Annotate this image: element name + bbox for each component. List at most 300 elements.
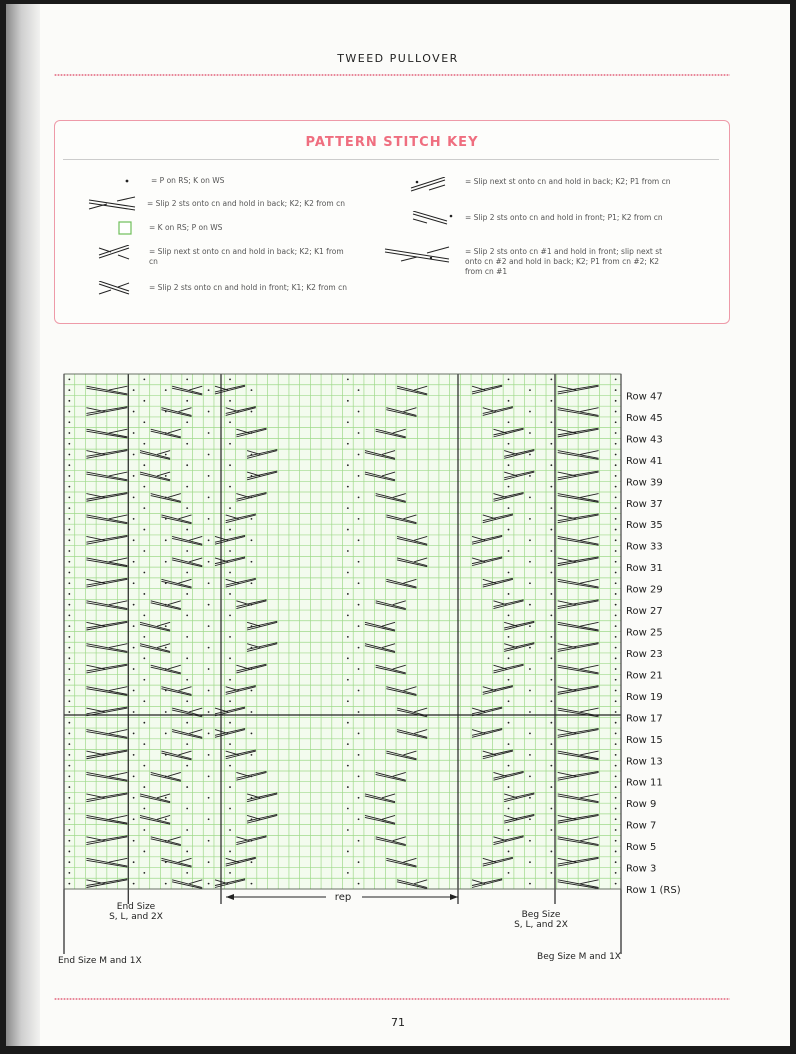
purl-dot <box>68 679 70 681</box>
purl-dot <box>615 711 617 713</box>
purl-dot <box>68 786 70 788</box>
purl-dot <box>615 647 617 649</box>
purl-dot <box>529 647 531 649</box>
rep-label: rep <box>334 892 352 903</box>
purl-dot <box>358 475 360 477</box>
purl-dot <box>615 486 617 488</box>
purl-dot <box>529 840 531 842</box>
purl-dot <box>229 421 231 423</box>
purl-dot <box>358 496 360 498</box>
purl-dot <box>133 733 135 735</box>
row-label: Row 3 <box>626 863 657 875</box>
purl-dot <box>68 486 70 488</box>
row-label: Row 5 <box>626 842 657 854</box>
purl-dot <box>165 561 167 563</box>
purl-dot <box>229 486 231 488</box>
purl-dot <box>68 615 70 617</box>
purl-dot <box>229 722 231 724</box>
row-label: Row 15 <box>626 734 663 746</box>
purl-dot <box>68 851 70 853</box>
purl-dot <box>133 668 135 670</box>
purl-dot <box>143 743 145 745</box>
purl-dot <box>143 593 145 595</box>
purl-dot <box>186 529 188 531</box>
purl-dot <box>529 604 531 606</box>
purl-dot <box>186 679 188 681</box>
purl-dot <box>615 400 617 402</box>
purl-dot <box>133 389 135 391</box>
purl-dot <box>550 550 552 552</box>
purl-dot <box>165 539 167 541</box>
purl-dot <box>68 722 70 724</box>
purl-dot <box>208 883 210 885</box>
purl-dot <box>550 464 552 466</box>
purl-dot <box>358 711 360 713</box>
purl-dot <box>550 872 552 874</box>
purl-dot <box>615 657 617 659</box>
purl-dot <box>229 743 231 745</box>
purl-dot <box>229 872 231 874</box>
purl-dot <box>358 518 360 520</box>
purl-dot <box>133 797 135 799</box>
purl-dot <box>615 507 617 509</box>
purl-dot <box>186 378 188 380</box>
purl-dot <box>68 400 70 402</box>
purl-dot <box>550 765 552 767</box>
purl-dot <box>615 636 617 638</box>
purl-dot <box>615 464 617 466</box>
purl-dot <box>229 593 231 595</box>
purl-dot <box>347 421 349 423</box>
purl-dot <box>208 411 210 413</box>
purl-dot <box>347 486 349 488</box>
purl-dot <box>229 851 231 853</box>
purl-dot <box>529 496 531 498</box>
purl-dot <box>186 851 188 853</box>
purl-dot <box>68 464 70 466</box>
purl-dot <box>68 507 70 509</box>
purl-dot <box>251 561 253 563</box>
purl-dot <box>347 851 349 853</box>
purl-dot <box>615 615 617 617</box>
row-label: Row 47 <box>626 391 663 403</box>
purl-dot <box>208 690 210 692</box>
purl-dot <box>358 818 360 820</box>
purl-dot <box>68 443 70 445</box>
key-item-text: = Slip 2 sts onto cn and hold in back; K2; K2 from cn <box>147 199 345 208</box>
row-label: Row 31 <box>626 563 663 575</box>
purl-dot <box>133 840 135 842</box>
purl-dot <box>508 615 510 617</box>
purl-dot <box>229 765 231 767</box>
purl-dot <box>68 636 70 638</box>
key-item-text: = Slip next st onto cn and hold in back; K2; K1 from cn <box>149 247 344 266</box>
purl-dot <box>68 808 70 810</box>
purl-dot <box>208 668 210 670</box>
purl-dot <box>347 464 349 466</box>
purl-dot <box>68 561 70 563</box>
purl-dot <box>165 647 167 649</box>
purl-dot <box>550 636 552 638</box>
purl-dot <box>358 775 360 777</box>
purl-dot <box>529 475 531 477</box>
purl-dot <box>529 733 531 735</box>
purl-dot <box>186 486 188 488</box>
purl-dot <box>615 786 617 788</box>
purl-dot <box>68 754 70 756</box>
purl-dot <box>550 615 552 617</box>
purl-dot <box>358 389 360 391</box>
purl-dot <box>143 829 145 831</box>
purl-dot <box>550 851 552 853</box>
purl-dot <box>68 475 70 477</box>
purl-dot <box>347 765 349 767</box>
purl-dot <box>615 797 617 799</box>
purl-dot <box>133 604 135 606</box>
purl-dot <box>229 657 231 659</box>
purl-dot <box>229 464 231 466</box>
purl-dot <box>186 636 188 638</box>
row-label: Row 19 <box>626 691 663 703</box>
purl-dot <box>251 883 253 885</box>
purl-dot <box>550 657 552 659</box>
purl-dot <box>186 829 188 831</box>
row-label: Row 35 <box>626 520 663 532</box>
purl-dot <box>508 786 510 788</box>
purl-dot <box>529 690 531 692</box>
purl-dot <box>529 668 531 670</box>
purl-dot <box>68 883 70 885</box>
purl-dot <box>615 604 617 606</box>
purl-dot <box>133 861 135 863</box>
purl-dot <box>143 486 145 488</box>
purl-dot <box>68 411 70 413</box>
purl-dot <box>143 765 145 767</box>
purl-dot <box>358 733 360 735</box>
purl-dot <box>165 711 167 713</box>
purl-dot <box>143 636 145 638</box>
purl-dot <box>133 454 135 456</box>
purl-dot <box>251 389 253 391</box>
purl-dot <box>165 475 167 477</box>
purl-dot <box>508 443 510 445</box>
key-item-text: = Slip 2 sts onto cn and hold in front; P1; K2 from cn <box>465 213 663 222</box>
row-label: Row 25 <box>626 627 663 639</box>
purl-dot <box>208 604 210 606</box>
purl-dot <box>133 539 135 541</box>
purl-dot <box>347 700 349 702</box>
purl-dot <box>208 775 210 777</box>
row-label: Row 9 <box>626 799 657 811</box>
purl-dot <box>508 657 510 659</box>
purl-dot <box>68 700 70 702</box>
purl-dot <box>550 400 552 402</box>
purl-dot <box>208 432 210 434</box>
purl-dot <box>143 550 145 552</box>
purl-dot <box>347 378 349 380</box>
rep-arrow <box>226 892 458 903</box>
purl-dot <box>208 797 210 799</box>
purl-dot <box>143 851 145 853</box>
purl-dot <box>347 636 349 638</box>
purl-dot <box>229 529 231 531</box>
purl-dot <box>358 604 360 606</box>
purl-dot <box>143 529 145 531</box>
purl-dot <box>550 743 552 745</box>
purl-dot <box>615 432 617 434</box>
purl-dot <box>550 593 552 595</box>
purl-dot <box>208 754 210 756</box>
purl-dot <box>229 507 231 509</box>
key-item-text: = Slip 2 sts onto cn and hold in front; K1; K2 from cn <box>149 283 347 292</box>
purl-dot <box>615 518 617 520</box>
row-label: Row 23 <box>626 648 663 660</box>
purl-dot <box>229 572 231 574</box>
purl-dot <box>615 754 617 756</box>
purl-dot <box>165 625 167 627</box>
purl-dot <box>615 851 617 853</box>
purl-dot <box>550 507 552 509</box>
purl-dot <box>358 797 360 799</box>
purl-dot <box>615 883 617 885</box>
purl-dot <box>165 883 167 885</box>
purl-dot <box>529 861 531 863</box>
purl-dot <box>186 550 188 552</box>
purl-dot <box>529 389 531 391</box>
purl-dot <box>186 464 188 466</box>
purl-dot <box>508 808 510 810</box>
page-number: 71 <box>391 1016 405 1029</box>
purl-dot <box>508 679 510 681</box>
purl-dot <box>251 690 253 692</box>
purl-dot <box>615 765 617 767</box>
purl-dot <box>208 861 210 863</box>
purl-dot <box>615 818 617 820</box>
purl-dot <box>550 421 552 423</box>
purl-dot <box>529 561 531 563</box>
purl-dot <box>508 529 510 531</box>
purl-dot <box>550 572 552 574</box>
purl-dot <box>133 690 135 692</box>
purl-dot <box>358 647 360 649</box>
purl-dot <box>347 593 349 595</box>
purl-dot <box>143 808 145 810</box>
row-label: Row 13 <box>626 756 663 768</box>
purl-dot <box>133 432 135 434</box>
purl-dot <box>68 733 70 735</box>
purl-dot <box>165 733 167 735</box>
purl-dot <box>358 454 360 456</box>
purl-dot <box>550 679 552 681</box>
purl-dot <box>143 507 145 509</box>
purl-dot <box>615 561 617 563</box>
purl-dot <box>529 411 531 413</box>
purl-dot <box>508 486 510 488</box>
purl-dot <box>186 572 188 574</box>
purl-dot <box>133 818 135 820</box>
purl-dot <box>347 808 349 810</box>
purl-dot <box>615 668 617 670</box>
purl-dot <box>143 657 145 659</box>
purl-dot <box>508 572 510 574</box>
purl-dot <box>615 722 617 724</box>
purl-dot <box>68 872 70 874</box>
purl-dot <box>615 840 617 842</box>
purl-dot <box>133 754 135 756</box>
purl-dot <box>143 400 145 402</box>
row-label: Row 7 <box>626 820 657 832</box>
purl-dot <box>615 690 617 692</box>
purl-dot <box>68 861 70 863</box>
purl-dot <box>133 518 135 520</box>
purl-dot <box>358 582 360 584</box>
beg-size-medium-label: Beg Size M and 1X <box>537 952 621 962</box>
purl-dot <box>347 786 349 788</box>
purl-dot <box>251 411 253 413</box>
purl-dot <box>615 829 617 831</box>
purl-dot <box>615 679 617 681</box>
row-label: Row 11 <box>626 777 663 789</box>
purl-dot <box>358 432 360 434</box>
purl-dot <box>358 861 360 863</box>
purl-dot <box>68 593 70 595</box>
purl-dot <box>347 679 349 681</box>
purl-dot <box>529 539 531 541</box>
purl-dot <box>186 400 188 402</box>
purl-dot <box>208 840 210 842</box>
purl-dot <box>68 668 70 670</box>
purl-dot <box>508 743 510 745</box>
purl-dot <box>68 743 70 745</box>
purl-dot <box>186 722 188 724</box>
purl-dot <box>229 808 231 810</box>
purl-dot <box>229 700 231 702</box>
purl-dot <box>68 518 70 520</box>
purl-dot <box>186 421 188 423</box>
purl-dot <box>347 507 349 509</box>
purl-dot <box>229 786 231 788</box>
row-label: Row 33 <box>626 541 663 553</box>
chart-row-labels <box>626 391 681 896</box>
purl-dot <box>133 582 135 584</box>
purl-dot <box>529 711 531 713</box>
purl-dot <box>133 625 135 627</box>
purl-dot <box>615 700 617 702</box>
purl-dot <box>508 722 510 724</box>
purl-dot <box>143 464 145 466</box>
row-label: Row 27 <box>626 606 663 618</box>
purl-dot <box>358 668 360 670</box>
purl-dot <box>251 733 253 735</box>
purl-dot <box>133 561 135 563</box>
purl-dot <box>133 475 135 477</box>
purl-dot <box>508 507 510 509</box>
purl-dot <box>143 700 145 702</box>
purl-dot <box>508 550 510 552</box>
purl-dot <box>68 657 70 659</box>
purl-dot <box>229 443 231 445</box>
purl-dot <box>165 389 167 391</box>
purl-dot <box>347 400 349 402</box>
purl-dot <box>615 421 617 423</box>
purl-dot <box>68 389 70 391</box>
purl-dot <box>68 572 70 574</box>
purl-dot <box>208 561 210 563</box>
purl-dot <box>186 593 188 595</box>
purl-dot <box>208 818 210 820</box>
row-label: Row 39 <box>626 477 663 489</box>
purl-dot <box>68 840 70 842</box>
purl-dot <box>347 743 349 745</box>
purl-dot <box>615 625 617 627</box>
purl-dot <box>68 529 70 531</box>
purl-dot <box>615 572 617 574</box>
purl-dot <box>186 786 188 788</box>
purl-dot <box>615 582 617 584</box>
purl-dot <box>68 829 70 831</box>
purl-dot <box>615 411 617 413</box>
purl-dot <box>508 851 510 853</box>
purl-dot <box>229 550 231 552</box>
purl-dot <box>143 872 145 874</box>
purl-dot <box>68 582 70 584</box>
page-header-title: TWEED PULLOVER <box>337 52 459 65</box>
purl-dot <box>165 818 167 820</box>
purl-dot <box>208 389 210 391</box>
row-label: Row 1 (RS) <box>626 885 681 896</box>
purl-dot <box>143 615 145 617</box>
purl-dot <box>68 539 70 541</box>
purl-dot <box>143 786 145 788</box>
purl-dot <box>208 475 210 477</box>
purl-dot <box>529 454 531 456</box>
end-size-small-label: End Size S, L, and 2X <box>109 902 163 922</box>
purl-dot <box>358 539 360 541</box>
purl-dot <box>550 443 552 445</box>
purl-dot <box>186 872 188 874</box>
purl-dot <box>229 378 231 380</box>
purl-dot <box>186 507 188 509</box>
row-label: Row 37 <box>626 498 663 510</box>
purl-dot <box>208 454 210 456</box>
purl-dot <box>208 582 210 584</box>
purl-dot <box>550 378 552 380</box>
purl-dot <box>615 775 617 777</box>
purl-dot <box>251 518 253 520</box>
purl-dot <box>550 786 552 788</box>
end-size-medium-label: End Size M and 1X <box>58 956 142 966</box>
purl-dot <box>208 496 210 498</box>
purl-dot <box>229 829 231 831</box>
purl-dot <box>68 432 70 434</box>
key-item-text: = Slip next st onto cn and hold in back; K2; P1 from cn <box>465 177 671 186</box>
purl-dot <box>68 421 70 423</box>
purl-dot <box>251 861 253 863</box>
purl-dot <box>143 679 145 681</box>
purl-dot <box>186 657 188 659</box>
purl-dot <box>347 657 349 659</box>
purl-dot <box>358 561 360 563</box>
purl-dot <box>508 421 510 423</box>
key-title: PATTERN STITCH KEY <box>305 135 479 150</box>
purl-dot <box>358 754 360 756</box>
purl-dot <box>347 615 349 617</box>
book-page <box>6 4 790 1046</box>
purl-dot <box>529 432 531 434</box>
purl-dot <box>615 593 617 595</box>
purl-dot <box>358 840 360 842</box>
purl-dot <box>68 797 70 799</box>
